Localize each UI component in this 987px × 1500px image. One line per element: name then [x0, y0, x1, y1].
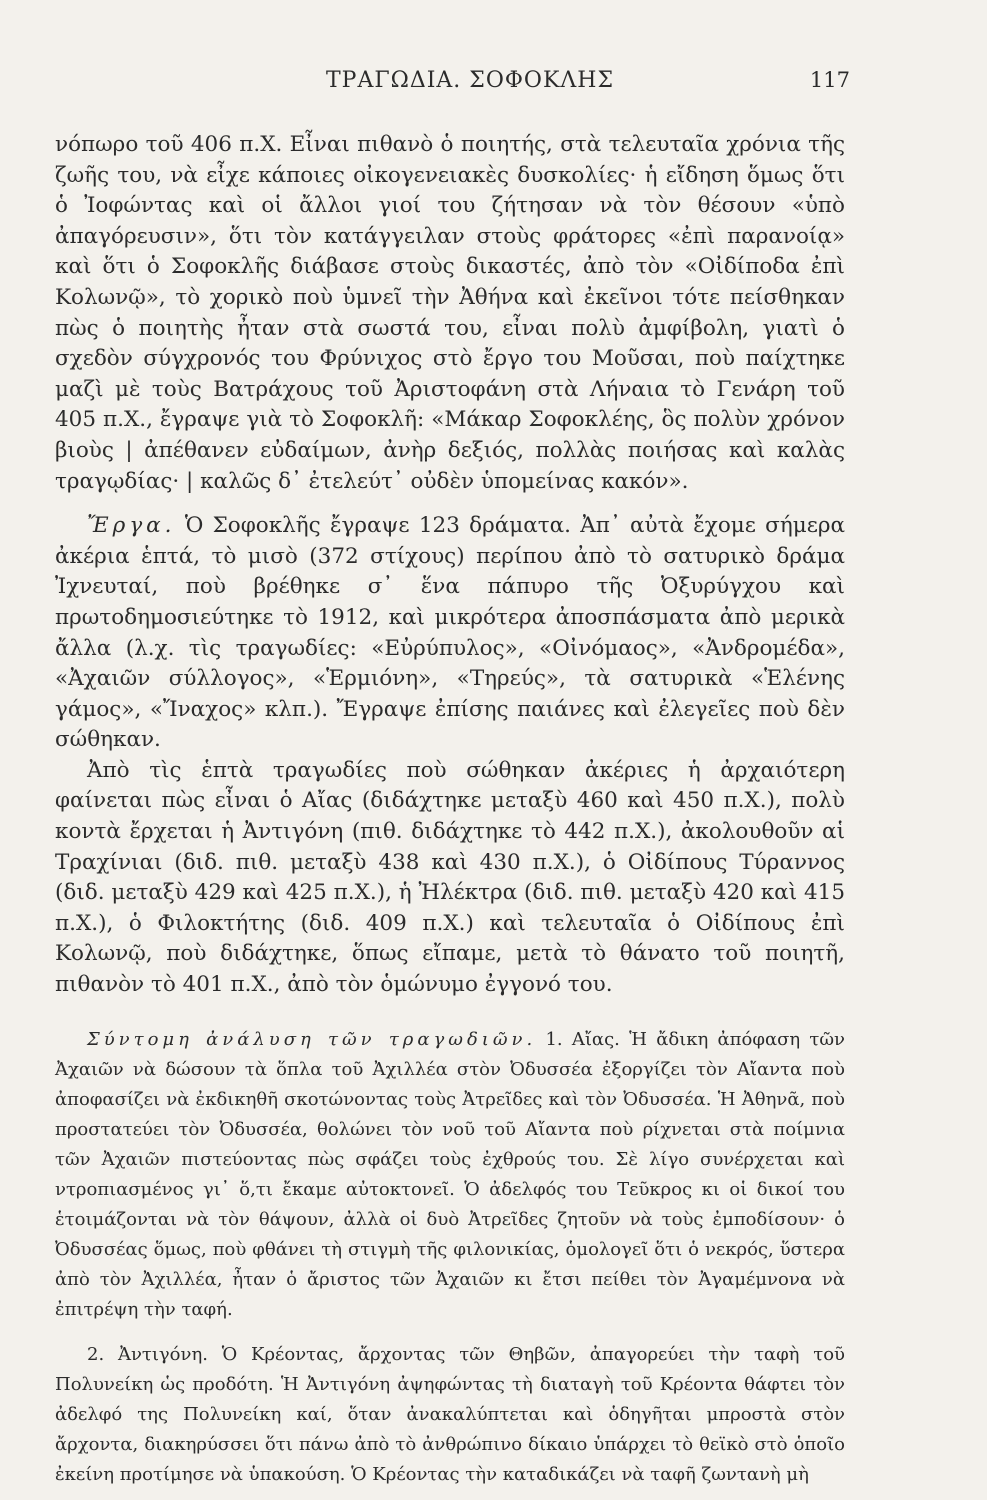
paragraph-works-text: Ὁ Σοφοκλῆς ἔγραψε 123 δράματα. Ἀπ᾽ αὐτὰ ἔχομε σήμερα ἀκέρια ἑπτά, τὸ μισὸ (372 στίχους) περίπου ἀπὸ τὸ σατυρικὸ δράμα Ἰχνευταί, ποὺ βρέθηκε σ᾽ ἕνα πάπυρο τῆς Ὀξυρύγχου καὶ πρωτοδημοσιεύτηκε τὸ 1912, καὶ μικρότερα ἀποσπάσματα ἀπὸ μερικὰ ἄλλα (λ.χ. τὶς τραγωδίες: «Εὐρύπυλος», «Οἰνόμαος», «Ἀνδρομέδα», «Ἀχαιῶν σύλλογος», «Ἑρμιόνη», «Τηρεύς», τὰ σατυρικὰ «Ἑλένης γάμος», «Ἴναχος» κλπ.). Ἔγραψε ἐπίσης παιάνες καὶ ἐλεγεῖες ποὺ δὲν σώθηκαν.	[55, 513, 845, 753]
paragraph-analysis-ajax	[55, 1025, 845, 1326]
paragraph-analysis-antigone: 2. Ἀντιγόνη. Ὁ Κρέοντας, ἄρχοντας τῶν Θηβῶν, ἀπαγορεύει τὴν ταφὴ τοῦ Πολυνείκη ὡς προδότη. Ἡ Ἀντιγόνη ἀψηφώντας τὴ διαταγὴ τοῦ Κρέοντα θάφτει τὸν ἀδελφό της Πολυνείκη καί, ὅταν ἀνακαλύπτεται καὶ ὁδηγῆται μπροστὰ στὸν ἄρχοντα, διακηρύσσει ὅτι πάνω ἀπὸ τὸ ἀνθρώπινο δίκαιο ὑπάρχει τὸ θεϊκὸ στὸ ὁποῖο ἐκείνη προτίμησε νὰ ὑπακούση. Ὁ Κρέοντας τὴν καταδικάζει νὰ ταφῆ ζωντανὴ μὴ	[55, 1343, 845, 1485]
page-body	[55, 130, 845, 1490]
running-title: ΤΡΑΓΩΔΙΑ. ΣΟΦΟΚΛΗΣ	[325, 68, 615, 93]
page-header	[90, 68, 850, 98]
section-label-works: Ἔργα.	[87, 513, 176, 539]
paragraph-chronology: Ἀπὸ τὶς ἑπτὰ τραγωδίες ποὺ σώθηκαν ἀκέριες ἡ ἀρχαιότερη φαίνεται πὼς εἶναι ὁ Αἴας (διδάχτηκε μεταξὺ 460 καὶ 450 π.Χ.), πολὺ κοντὰ ἔρχεται ἡ Ἀντιγόνη (πιθ. διδάχτηκε τὸ 442 π.Χ.), ἀκολουθοῦν αἱ Τραχίνιαι (διδ. πιθ. μεταξὺ 438 καὶ 430 π.Χ.), ὁ Οἰδίπους Τύραννος (διδ. μεταξὺ 429 καὶ 425 π.Χ.), ἡ Ἠλέκτρα (διδ. πιθ. μεταξὺ 420 καὶ 415 π.Χ.), ὁ Φιλοκτήτης (διδ. 409 π.Χ.) καὶ τελευταῖα ὁ Οἰδίπους ἐπὶ Κολωνῷ, ποὺ διδάχτηκε, ὅπως εἴπαμε, μετὰ τὸ θάνατο τοῦ ποιητῆ, πιθανὸν τὸ 401 π.Χ., ἀπὸ τὸν ὁμώνυμο ἐγγονό του.	[55, 757, 845, 998]
paragraph-biography: νόπωρο τοῦ 406 π.Χ. Εἶναι πιθανὸ ὁ ποιητής, στὰ τελευταῖα χρόνια τῆς ζωῆς του, νὰ εἶχε κάποιες οἰκογενειακὲς δυσκολίες· ἡ εἴδηση ὅμως ὅτι ὁ Ἰοφώντας καὶ οἱ ἄλλοι γιοί του ζήτησαν νὰ τὸν θέσουν «ὑπὸ ἀπαγόρευσιν», ὅτι τὸν κατάγγειλαν στοὺς φράτορες «ἐπὶ παρανοίᾳ» καὶ ὅτι ὁ Σοφοκλῆς διάβασε στοὺς δικαστές, ἀπὸ τὸν «Οἰδίποδα ἐπὶ Κολωνῷ», τὸ χορικὸ ποὺ ὑμνεῖ τὴν Ἀθήνα καὶ ἐκεῖνοι τότε πείσθηκαν πὼς ὁ ποιητὴς ἦταν στὰ σωστά του, εἶναι πολὺ ἀμφίβολη, γιατὶ ὁ σχεδὸν σύγχρονός του Φρύνιχος στὸ ἔργο του Μοῦσαι, ποὺ παίχτηκε μαζὶ μὲ τοὺς Βατράχους τοῦ Ἀριστοφάνη στὰ Λήναια τὸ Γενάρη τοῦ 405 π.Χ., ἔγραψε γιὰ τὸ Σοφοκλῆ: «Μάκαρ Σοφοκλέης, ὃς πολὺν χρόνον βιοὺς | ἀπέθανεν εὐδαίμων, ἀνὴρ δεξιός, πολλὰς ποιήσας καὶ καλὰς τραγῳδίας· | καλῶς δ᾽ ἐτελεύτ᾽ οὐδὲν ὑπομείνας κακόν».	[55, 132, 845, 494]
page-number: 117	[809, 68, 850, 92]
section-label-analysis: Σύντομη ἀνάλυση τῶν τραγωδιῶν.	[87, 1028, 537, 1050]
paragraph-analysis-ajax-text: 1. Αἴας. Ἡ ἄδικη ἀπόφαση τῶν Ἀχαιῶν νὰ δώσουν τὰ ὅπλα τοῦ Ἀχιλλέα στὸν Ὀδυσσέα ἐξοργίζει τὸν Αἴαντα ποὺ ἀποφασίζει νὰ ἐκδικηθῆ σκοτώνοντας τοὺς Ἀτρεῖδες καὶ τὸν Ὀδυσσέα. Ἡ Ἀθηνᾶ, ποὺ προστατεύει τὸν Ὀδυσσέα, θολώνει τὸν νοῦ τοῦ Αἴαντα ποὺ ρίχνεται στὰ ποίμνια τῶν Ἀχαιῶν πιστεύοντας πὼς σφάζει τοὺς ἐχθρούς του. Σὲ λίγο συνέρχεται καὶ ντροπιασμένος γι᾽ ὅ,τι ἔκαμε αὐτοκτονεῖ. Ὁ ἀδελφός του Τεῦκρος κι οἱ δικοί του ἑτοιμάζονται νὰ τὸν θάψουν, ἀλλὰ οἱ δυὸ Ἀτρεῖδες ζητοῦν νὰ τοὺς ἐμποδίσουν· ὁ Ὀδυσσέας ὅμως, ποὺ φθάνει τὴ στιγμὴ τῆς φιλονικίας, ὁμολογεῖ ὅτι ὁ νεκρός, ὕστερα ἀπὸ τὸν Ἀχιλλέα, ἦταν ὁ ἄριστος τῶν Ἀχαιῶν κι ἔτσι πείθει τὸν Ἀγαμέμνονα νὰ ἐπιτρέψη τὴν ταφή.	[55, 1028, 845, 1321]
paragraph-works	[55, 511, 845, 756]
